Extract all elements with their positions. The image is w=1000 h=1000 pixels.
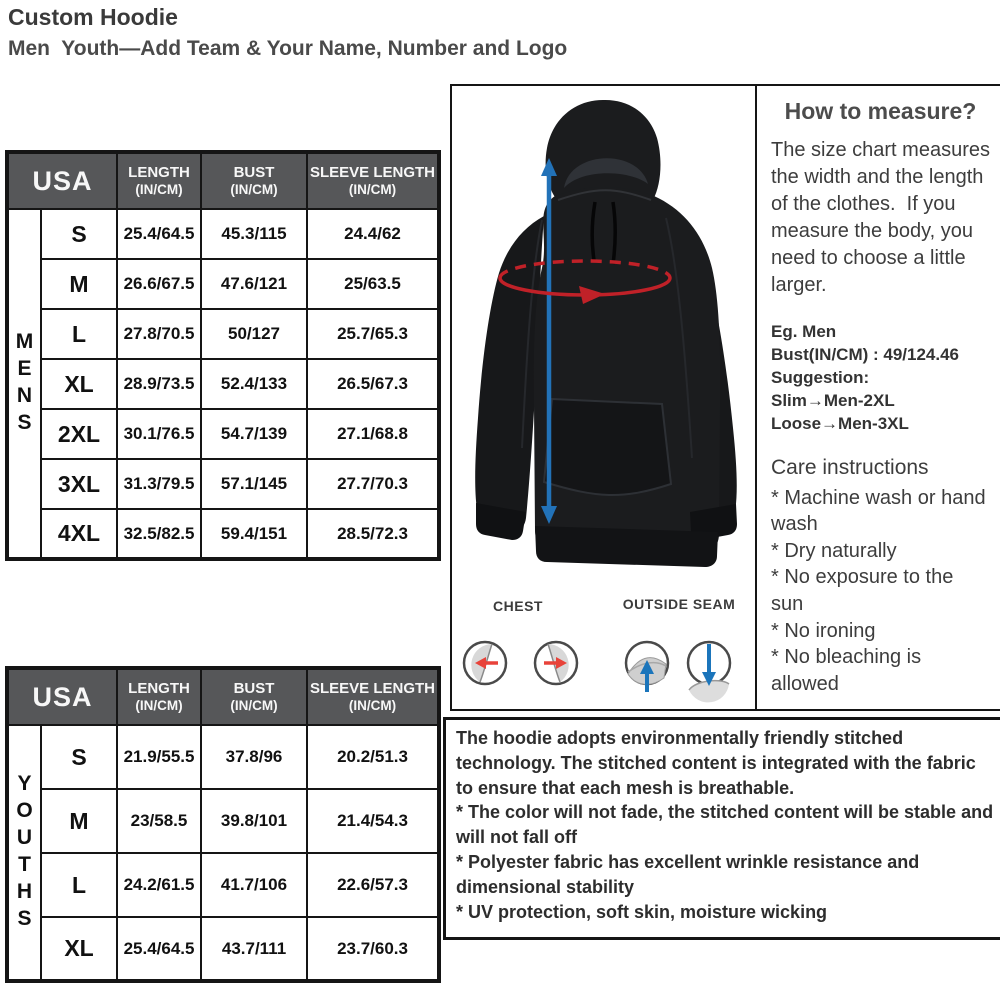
length-cell: 27.8/70.5 [117, 309, 201, 359]
length-cell: 31.3/79.5 [117, 459, 201, 509]
size-cell: M [41, 789, 117, 853]
bust-cell: 43.7/111 [201, 917, 307, 981]
measure-panel [450, 84, 1000, 711]
howto-pane [757, 86, 1000, 709]
description-paragraph: * Polyester fabric has excellent wrinkle resistance and dimensional stability [456, 852, 920, 897]
hoodie-illustration [452, 88, 755, 588]
size-cell: 3XL [41, 459, 117, 509]
sleeve-cell: 28.5/72.3 [307, 509, 439, 559]
sleeve-cell: 27.1/68.8 [307, 409, 439, 459]
sleeve-cell: 20.2/51.3 [307, 725, 439, 789]
mens-bust-header: BUST (IN/CM) [201, 152, 307, 209]
size-cell: S [41, 725, 117, 789]
size-cell: XL [41, 917, 117, 981]
eg-line: Bust(IN/CM) : 49/124.46 [771, 344, 959, 364]
hoodie-hem-band [535, 526, 718, 567]
product-description-panel [443, 717, 1000, 940]
table-row [7, 309, 439, 359]
mens-corner-header: USA [7, 152, 117, 209]
length-cell: 26.6/67.5 [117, 259, 201, 309]
hoodie-pocket [544, 399, 671, 495]
size-suggestion-block [771, 321, 990, 436]
measure-detail-circles [452, 618, 755, 710]
care-instructions-block [771, 454, 990, 698]
mens-group-label: MENS [7, 209, 41, 559]
size-cell: S [41, 209, 117, 259]
table-row [7, 917, 439, 981]
bust-cell: 39.8/101 [201, 789, 307, 853]
bust-cell: 50/127 [201, 309, 307, 359]
page-title: Custom Hoodie [8, 4, 178, 30]
sleeve-cell: 22.6/57.3 [307, 853, 439, 917]
care-item: * No bleaching is allowed [771, 646, 922, 695]
chest-label: CHEST [493, 598, 543, 614]
sleeve-cell: 26.5/67.3 [307, 359, 439, 409]
table-row [7, 359, 439, 409]
youths-length-header: LENGTH (IN/CM) [117, 668, 201, 725]
seam-detail-circle-down [688, 642, 730, 702]
youths-size-table [5, 666, 441, 983]
bust-cell: 41.7/106 [201, 853, 307, 917]
length-cell: 28.9/73.5 [117, 359, 201, 409]
table-row [7, 209, 439, 259]
bust-cell: 52.4/133 [201, 359, 307, 409]
bust-cell: 37.8/96 [201, 725, 307, 789]
eg-line: Slim→Men-2XL [771, 390, 895, 410]
outside-seam-label: OUTSIDE SEAM [622, 596, 736, 612]
howto-intro-text: The size chart measures the width and the length of the clothes. If you measure the body, you need to choose a little larger. [771, 139, 996, 296]
chest-detail-circle-left [464, 642, 506, 684]
bust-cell: 47.6/121 [201, 259, 307, 309]
length-cell: 30.1/76.5 [117, 409, 201, 459]
description-paragraph: * UV protection, soft skin, moisture wicking [456, 901, 828, 922]
length-cell: 24.2/61.5 [117, 853, 201, 917]
table-row [7, 259, 439, 309]
description-paragraph: * The color will not fade, the stitched content will be stable and will not fall off [456, 802, 994, 848]
care-heading: Care instructions [771, 455, 929, 479]
youths-corner-header: USA [7, 668, 117, 725]
bust-cell: 54.7/139 [201, 409, 307, 459]
care-item: * Dry naturally [771, 539, 897, 562]
length-cell: 23/58.5 [117, 789, 201, 853]
size-cell: L [41, 309, 117, 359]
mens-size-table [5, 150, 441, 561]
length-cell: 25.4/64.5 [117, 917, 201, 981]
sleeve-cell: 25/63.5 [307, 259, 439, 309]
seam-detail-circle-up [626, 642, 668, 692]
mens-sleeve-header: SLEEVE LENGTH (IN/CM) [307, 152, 439, 209]
table-row [7, 853, 439, 917]
table-header-row [7, 152, 439, 209]
sleeve-cell: 27.7/70.3 [307, 459, 439, 509]
sleeve-cell: 25.7/65.3 [307, 309, 439, 359]
care-item: * No ironing [771, 619, 876, 642]
hoodie-body [534, 187, 720, 551]
description-paragraph: The hoodie adopts environmentally friendly stitched technology. The stitched content is integrated with the fabric to ensure that each mesh is breathable. [456, 728, 976, 798]
youths-bust-header: BUST (IN/CM) [201, 668, 307, 725]
length-cell: 21.9/55.5 [117, 725, 201, 789]
youths-sleeve-header: SLEEVE LENGTH (IN/CM) [307, 668, 439, 725]
sleeve-cell: 21.4/54.3 [307, 789, 439, 853]
chest-detail-circle-right [535, 642, 577, 684]
sleeve-cell: 24.4/62 [307, 209, 439, 259]
size-cell: L [41, 853, 117, 917]
eg-line: Loose→Men-3XL [771, 413, 909, 433]
hoodie-hood [546, 100, 661, 200]
size-cell: 4XL [41, 509, 117, 559]
size-cell: XL [41, 359, 117, 409]
size-cell: 2XL [41, 409, 117, 459]
howto-heading: How to measure? [784, 98, 977, 124]
care-item: * No exposure to the sun [771, 566, 954, 615]
bust-cell: 59.4/151 [201, 509, 307, 559]
length-cell: 25.4/64.5 [117, 209, 201, 259]
youths-group-label: YOUTHS [7, 725, 41, 981]
eg-line: Suggestion: [771, 367, 870, 387]
table-header-row [7, 668, 439, 725]
length-cell: 32.5/82.5 [117, 509, 201, 559]
bust-cell: 45.3/115 [201, 209, 307, 259]
sleeve-cell: 23.7/60.3 [307, 917, 439, 981]
care-item: * Machine wash or hand wash [771, 486, 986, 536]
eg-line: Eg. Men [771, 322, 837, 341]
bust-cell: 57.1/145 [201, 459, 307, 509]
mens-length-header: LENGTH (IN/CM) [117, 152, 201, 209]
table-row [7, 789, 439, 853]
page-subtitle: Men Youth—Add Team & Your Name, Number and Logo [8, 37, 568, 60]
table-row [7, 725, 439, 789]
table-row [7, 409, 439, 459]
table-row [7, 459, 439, 509]
size-cell: M [41, 259, 117, 309]
table-row [7, 509, 439, 559]
hoodie-pane [452, 86, 757, 709]
